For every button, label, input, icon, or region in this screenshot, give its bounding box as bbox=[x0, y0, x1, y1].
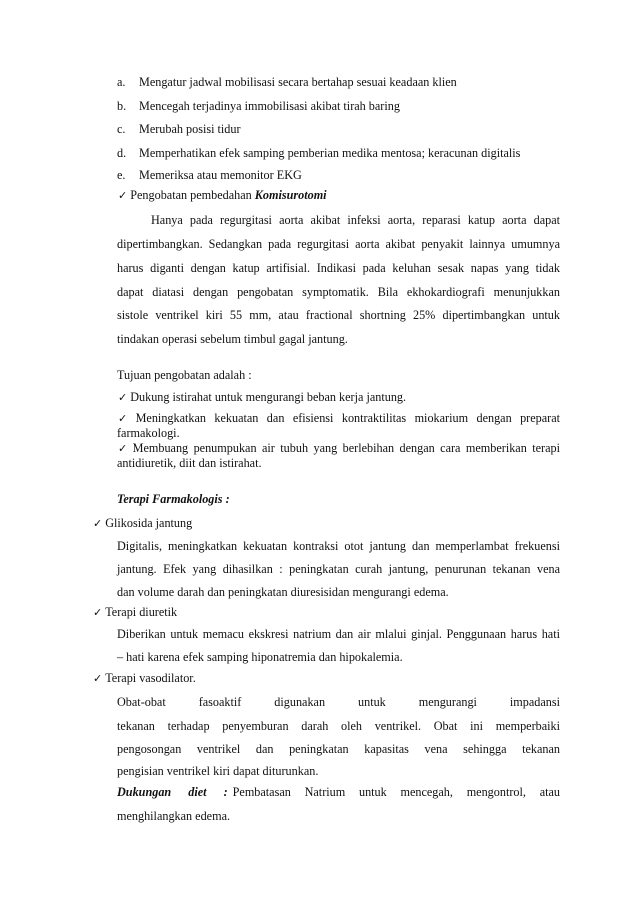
paragraph-line: Hanya pada regurgitasi aorta akibat infeksi aorta, reparasi katup aorta dapat bbox=[151, 213, 560, 227]
paragraph-line: dan volume darah dan peningkatan diuresisidan mengurangi edema. bbox=[117, 585, 449, 599]
list-marker: d. bbox=[117, 146, 127, 160]
paragraph-line: menghilangkan edema. bbox=[117, 809, 231, 823]
paragraph-line: Diberikan untuk memacu ekskresi natrium dan air mlalui ginjal. Penggunaan harus hati bbox=[117, 627, 560, 641]
paragraph-line: sistole ventrikel kiri 55 mm, atau fractional shortning 25% dipertimbangkan untuk bbox=[117, 308, 560, 322]
paragraph-line: pengisian ventrikel kiri dapat diturunkan. bbox=[117, 764, 319, 778]
surgery-term: Komisurotomi bbox=[254, 188, 327, 202]
goal-item: ✓ Meningkatkan kekuatan dan efisiensi kontraktilitas miokarium dengan preparat bbox=[118, 411, 560, 425]
diet-text: Pembatasan Natrium untuk mencegah, mengontrol, atau bbox=[232, 785, 560, 799]
list-item-d bbox=[117, 145, 520, 161]
paragraph-line: dapat diatasi dengan pengobatan symptomatik. Bila ekhokardiografi menunjukkan bbox=[117, 285, 560, 299]
paragraph-line: – hati karena efek samping hiponatremia dan hipokalemia. bbox=[117, 650, 403, 664]
surgery-heading: ✓ Pengobatan pembedahan Komisurotomi bbox=[118, 188, 327, 202]
goal-item-continued: farmakologi. bbox=[117, 426, 180, 440]
list-marker: b. bbox=[117, 99, 127, 113]
paragraph-line: Obat-obat fasoaktif digunakan untuk mengurangi impadansi bbox=[117, 695, 560, 709]
goal-item: ✓ Membuang penumpukan air tubuh yang berlebihan dengan cara memberikan terapi bbox=[118, 441, 561, 455]
list-text: Merubah posisi tidur bbox=[139, 122, 241, 136]
pharma-item-title: ✓ Terapi diuretik bbox=[93, 605, 178, 619]
checkmark-icon: ✓ bbox=[118, 412, 133, 425]
goal-item: ✓ Dukung istirahat untuk mengurangi beban kerja jantung. bbox=[118, 390, 407, 404]
paragraph-line: harus diganti dengan katup artifisial. Indikasi pada keluhan sesak napas yang tidak bbox=[117, 261, 560, 275]
checkmark-icon: ✓ bbox=[118, 391, 128, 404]
pharma-heading: Terapi Farmakologis : bbox=[117, 492, 230, 506]
goal-item-continued: antidiuretik, diit dan istirahat. bbox=[117, 456, 262, 470]
list-text: Memperhatikan efek samping pemberian medika mentosa; keracunan digitalis bbox=[139, 146, 521, 160]
diet-label: Dukungan diet : bbox=[117, 785, 228, 799]
paragraph-line: tekanan terhadap penyemburan darah oleh ventrikel. Obat ini memperbaiki bbox=[117, 719, 560, 733]
list-text: Memeriksa atau memonitor EKG bbox=[139, 168, 302, 182]
diet-line bbox=[117, 784, 560, 800]
checkmark-icon: ✓ bbox=[118, 189, 128, 202]
list-item-a bbox=[117, 74, 457, 90]
paragraph-line: dipertimbangkan. Sedangkan pada regurgitasi aorta akibat penyakit lainnya umumnya bbox=[117, 237, 560, 251]
list-marker: a. bbox=[117, 75, 126, 89]
list-item-e bbox=[117, 167, 302, 183]
goals-heading: Tujuan pengobatan adalah : bbox=[117, 368, 252, 382]
list-item-c bbox=[117, 121, 241, 137]
list-marker: e. bbox=[117, 168, 126, 182]
list-item-b bbox=[117, 98, 400, 114]
list-marker: c. bbox=[117, 122, 126, 136]
paragraph-line: jantung. Efek yang dihasilkan : peningkatan curah jantung, penurunan tekanan vena bbox=[117, 562, 560, 576]
pharma-item-title: ✓ Glikosida jantung bbox=[93, 516, 193, 530]
checkmark-icon: ✓ bbox=[93, 606, 103, 619]
list-text: Mencegah terjadinya immobilisasi akibat tirah baring bbox=[139, 99, 400, 113]
checkmark-icon: ✓ bbox=[93, 517, 103, 530]
list-text: Mengatur jadwal mobilisasi secara bertahap sesuai keadaan klien bbox=[139, 75, 457, 89]
checkmark-icon: ✓ bbox=[93, 672, 103, 685]
paragraph-line: pengosongan ventrikel dan peningkatan kapasitas vena sehingga tekanan bbox=[117, 742, 560, 756]
pharma-item-title: ✓ Terapi vasodilator. bbox=[93, 671, 196, 685]
paragraph-line: Digitalis, meningkatkan kekuatan kontraksi otot jantung dan memperlambat frekuensi bbox=[117, 539, 560, 553]
paragraph-line: tindakan operasi sebelum timbul gagal jantung. bbox=[117, 332, 348, 346]
checkmark-icon: ✓ bbox=[118, 442, 130, 455]
